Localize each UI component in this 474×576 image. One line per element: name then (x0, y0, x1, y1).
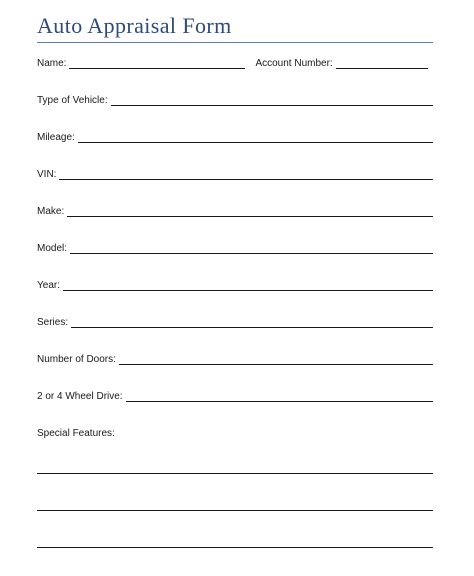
type-of-vehicle-row (37, 94, 433, 108)
year-blank-line[interactable] (63, 280, 433, 291)
account-number-blank-line[interactable] (336, 58, 428, 69)
title-divider (37, 42, 433, 43)
form-title: Auto Appraisal Form (37, 13, 232, 38)
account-number-label: Account Number: (255, 58, 333, 69)
mileage-label: Mileage: (37, 132, 75, 143)
series-label: Series: (37, 317, 69, 328)
model-row (37, 242, 433, 256)
number-of-doors-label: Number of Doors: (37, 354, 116, 365)
vin-row (37, 168, 433, 182)
wheel-drive-blank-line[interactable] (126, 391, 433, 402)
special-features-blank-line[interactable] (37, 547, 433, 548)
name-blank-line[interactable] (69, 58, 245, 69)
make-label: Make: (37, 206, 65, 217)
special-features-row (37, 427, 433, 441)
vin-label: VIN: (37, 169, 57, 180)
model-label: Model: (37, 243, 68, 254)
wheel-drive-row (37, 390, 433, 404)
series-row (37, 316, 433, 330)
name-label: Name: (37, 58, 67, 69)
model-blank-line[interactable] (70, 243, 433, 254)
year-label: Year: (37, 280, 60, 291)
mileage-row (37, 131, 433, 145)
number-of-doors-row (37, 353, 433, 367)
special-features-blank-line[interactable] (37, 510, 433, 511)
year-row (37, 279, 433, 293)
make-blank-line[interactable] (67, 206, 433, 217)
name-account-row (37, 57, 433, 71)
number-of-doors-blank-line[interactable] (119, 354, 433, 365)
series-blank-line[interactable] (71, 317, 433, 328)
vin-blank-line[interactable] (59, 169, 433, 180)
type-of-vehicle-label: Type of Vehicle: (37, 95, 108, 106)
make-row (37, 205, 433, 219)
wheel-drive-label: 2 or 4 Wheel Drive: (37, 391, 123, 402)
special-features-label: Special Features: (37, 428, 115, 439)
special-features-blank-line[interactable] (37, 473, 433, 474)
type-of-vehicle-blank-line[interactable] (111, 95, 433, 106)
mileage-blank-line[interactable] (78, 132, 433, 143)
